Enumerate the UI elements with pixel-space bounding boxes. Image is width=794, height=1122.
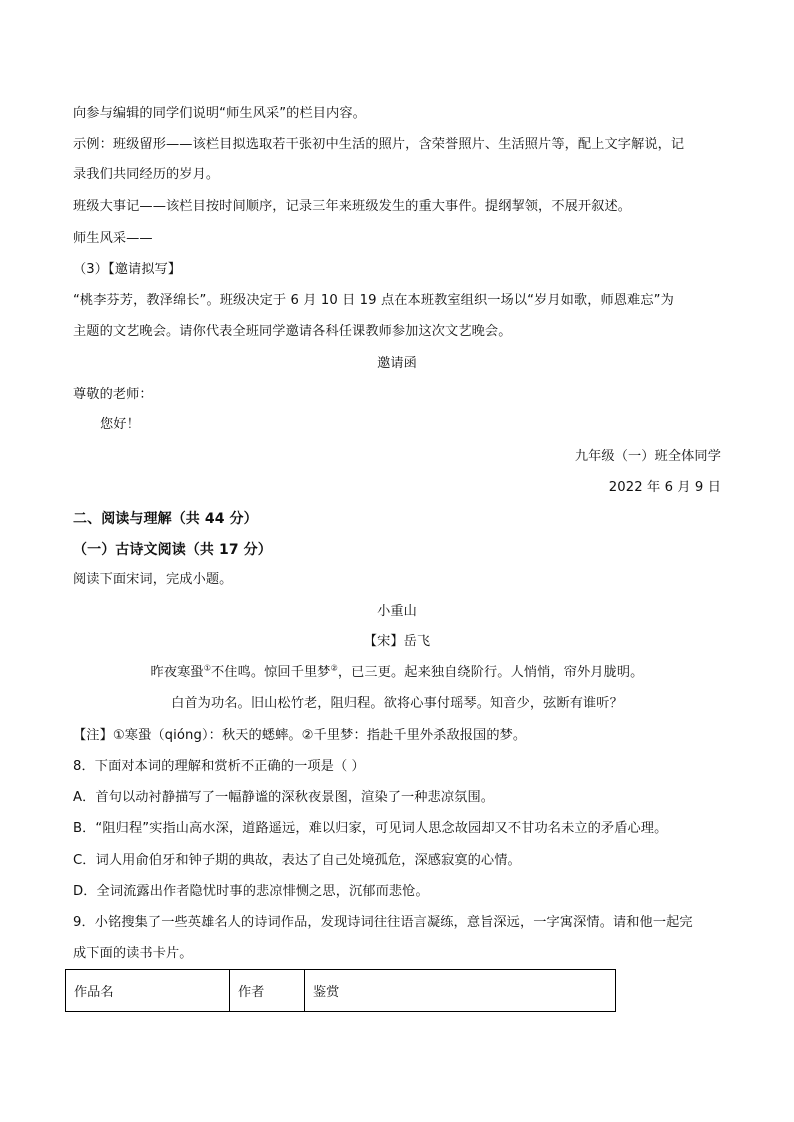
text-line: 向参与编辑的同学们说明“师生风采”的栏目内容。	[73, 106, 366, 121]
table-row	[66, 970, 616, 1012]
poem-text: 不住鸣。惊回千里梦	[210, 665, 331, 680]
question-label: （3）【邀请拟写】	[73, 262, 182, 277]
letter-date: 2022 年 6 月 9 日	[608, 480, 721, 495]
text-line: 班级大事记——该栏目按时间顺序，记录三年来班级发生的重大事件。提纲挈领，不展开叙述。	[73, 199, 632, 214]
table-header-cell: 作者	[230, 970, 305, 1012]
text-line: 示例：班级留形——该栏目拟选取若干张初中生活的照片，含荣誉照片、生活照片等，配上文字解说，记	[73, 137, 685, 152]
option-b: B．“阻归程”实指山高水深，道路遥远，难以归家，可见词人思念故园却又不甘功名未立的矛盾心理。	[73, 821, 668, 836]
table-header-cell: 鉴赏	[305, 970, 616, 1012]
option-a: A．首句以动衬静描写了一幅静谧的深秋夜景图，渲染了一种悲凉氛围。	[73, 790, 495, 805]
table-header-cell: 作品名	[66, 970, 230, 1012]
poem-text: 昨夜寒蛩	[150, 665, 204, 680]
instruction: 阅读下面宋词，完成小题。	[73, 572, 233, 587]
footnote-marker: ①	[203, 663, 211, 673]
question-9-cont: 成下面的读书卡片。	[73, 946, 193, 961]
letter-title: 邀请函	[377, 356, 417, 371]
question-8: 8．下面对本词的理解和赏析不正确的一项是（ ）	[73, 759, 365, 774]
section-heading: 二、阅读与理解（共 44 分）	[73, 511, 258, 527]
subsection-heading: （一）古诗文阅读（共 17 分）	[73, 542, 272, 558]
letter-salutation: 尊敬的老师：	[73, 387, 153, 402]
poem-title: 小重山	[377, 604, 417, 619]
poem-line	[0, 664, 794, 682]
question-9: 9．小铭搜集了一些英雄名人的诗词作品，发现诗词往往语言凝练，意旨深远，一字寓深情。请和他一起完	[73, 915, 693, 930]
text-line: “桃李芬芳，教泽绵长”。班级决定于 6 月 10 日 19 点在本班教室组织一场以“岁月如歌，师恩难忘”为	[73, 293, 674, 308]
text-line: 录我们共同经历的岁月。	[73, 167, 220, 182]
poem-text: ，已三更。起来独自绕阶行。人悄悄，帘外月胧明。	[337, 665, 644, 680]
footnote-marker: ②	[330, 663, 338, 673]
text-line: 主题的文艺晚会。请你代表全班同学邀请各科任课教师参加这次文艺晚会。	[73, 324, 512, 339]
text-line: 师生风采——	[73, 231, 153, 246]
poem-line: 白首为功名。旧山松竹老，阻归程。欲将心事付瑶琴。知音少，弦断有谁听？	[171, 696, 623, 711]
poem-note: 【注】①寒蛩（qióng）：秋天的蟋蟀。②千里梦：指赴千里外杀敌报国的梦。	[73, 728, 527, 743]
option-d: D．全词流露出作者隐忧时事的悲凉悱恻之思，沉郁而悲怆。	[73, 884, 429, 899]
poem-author: 【宋】岳飞	[363, 634, 431, 649]
option-c: C．词人用俞伯牙和钟子期的典故，表达了自己处境孤危，深感寂寞的心情。	[73, 853, 521, 868]
letter-signature: 九年级（一）班全体同学	[574, 449, 721, 464]
letter-greeting: 您好！	[100, 417, 140, 432]
reading-card-table	[65, 969, 616, 1012]
